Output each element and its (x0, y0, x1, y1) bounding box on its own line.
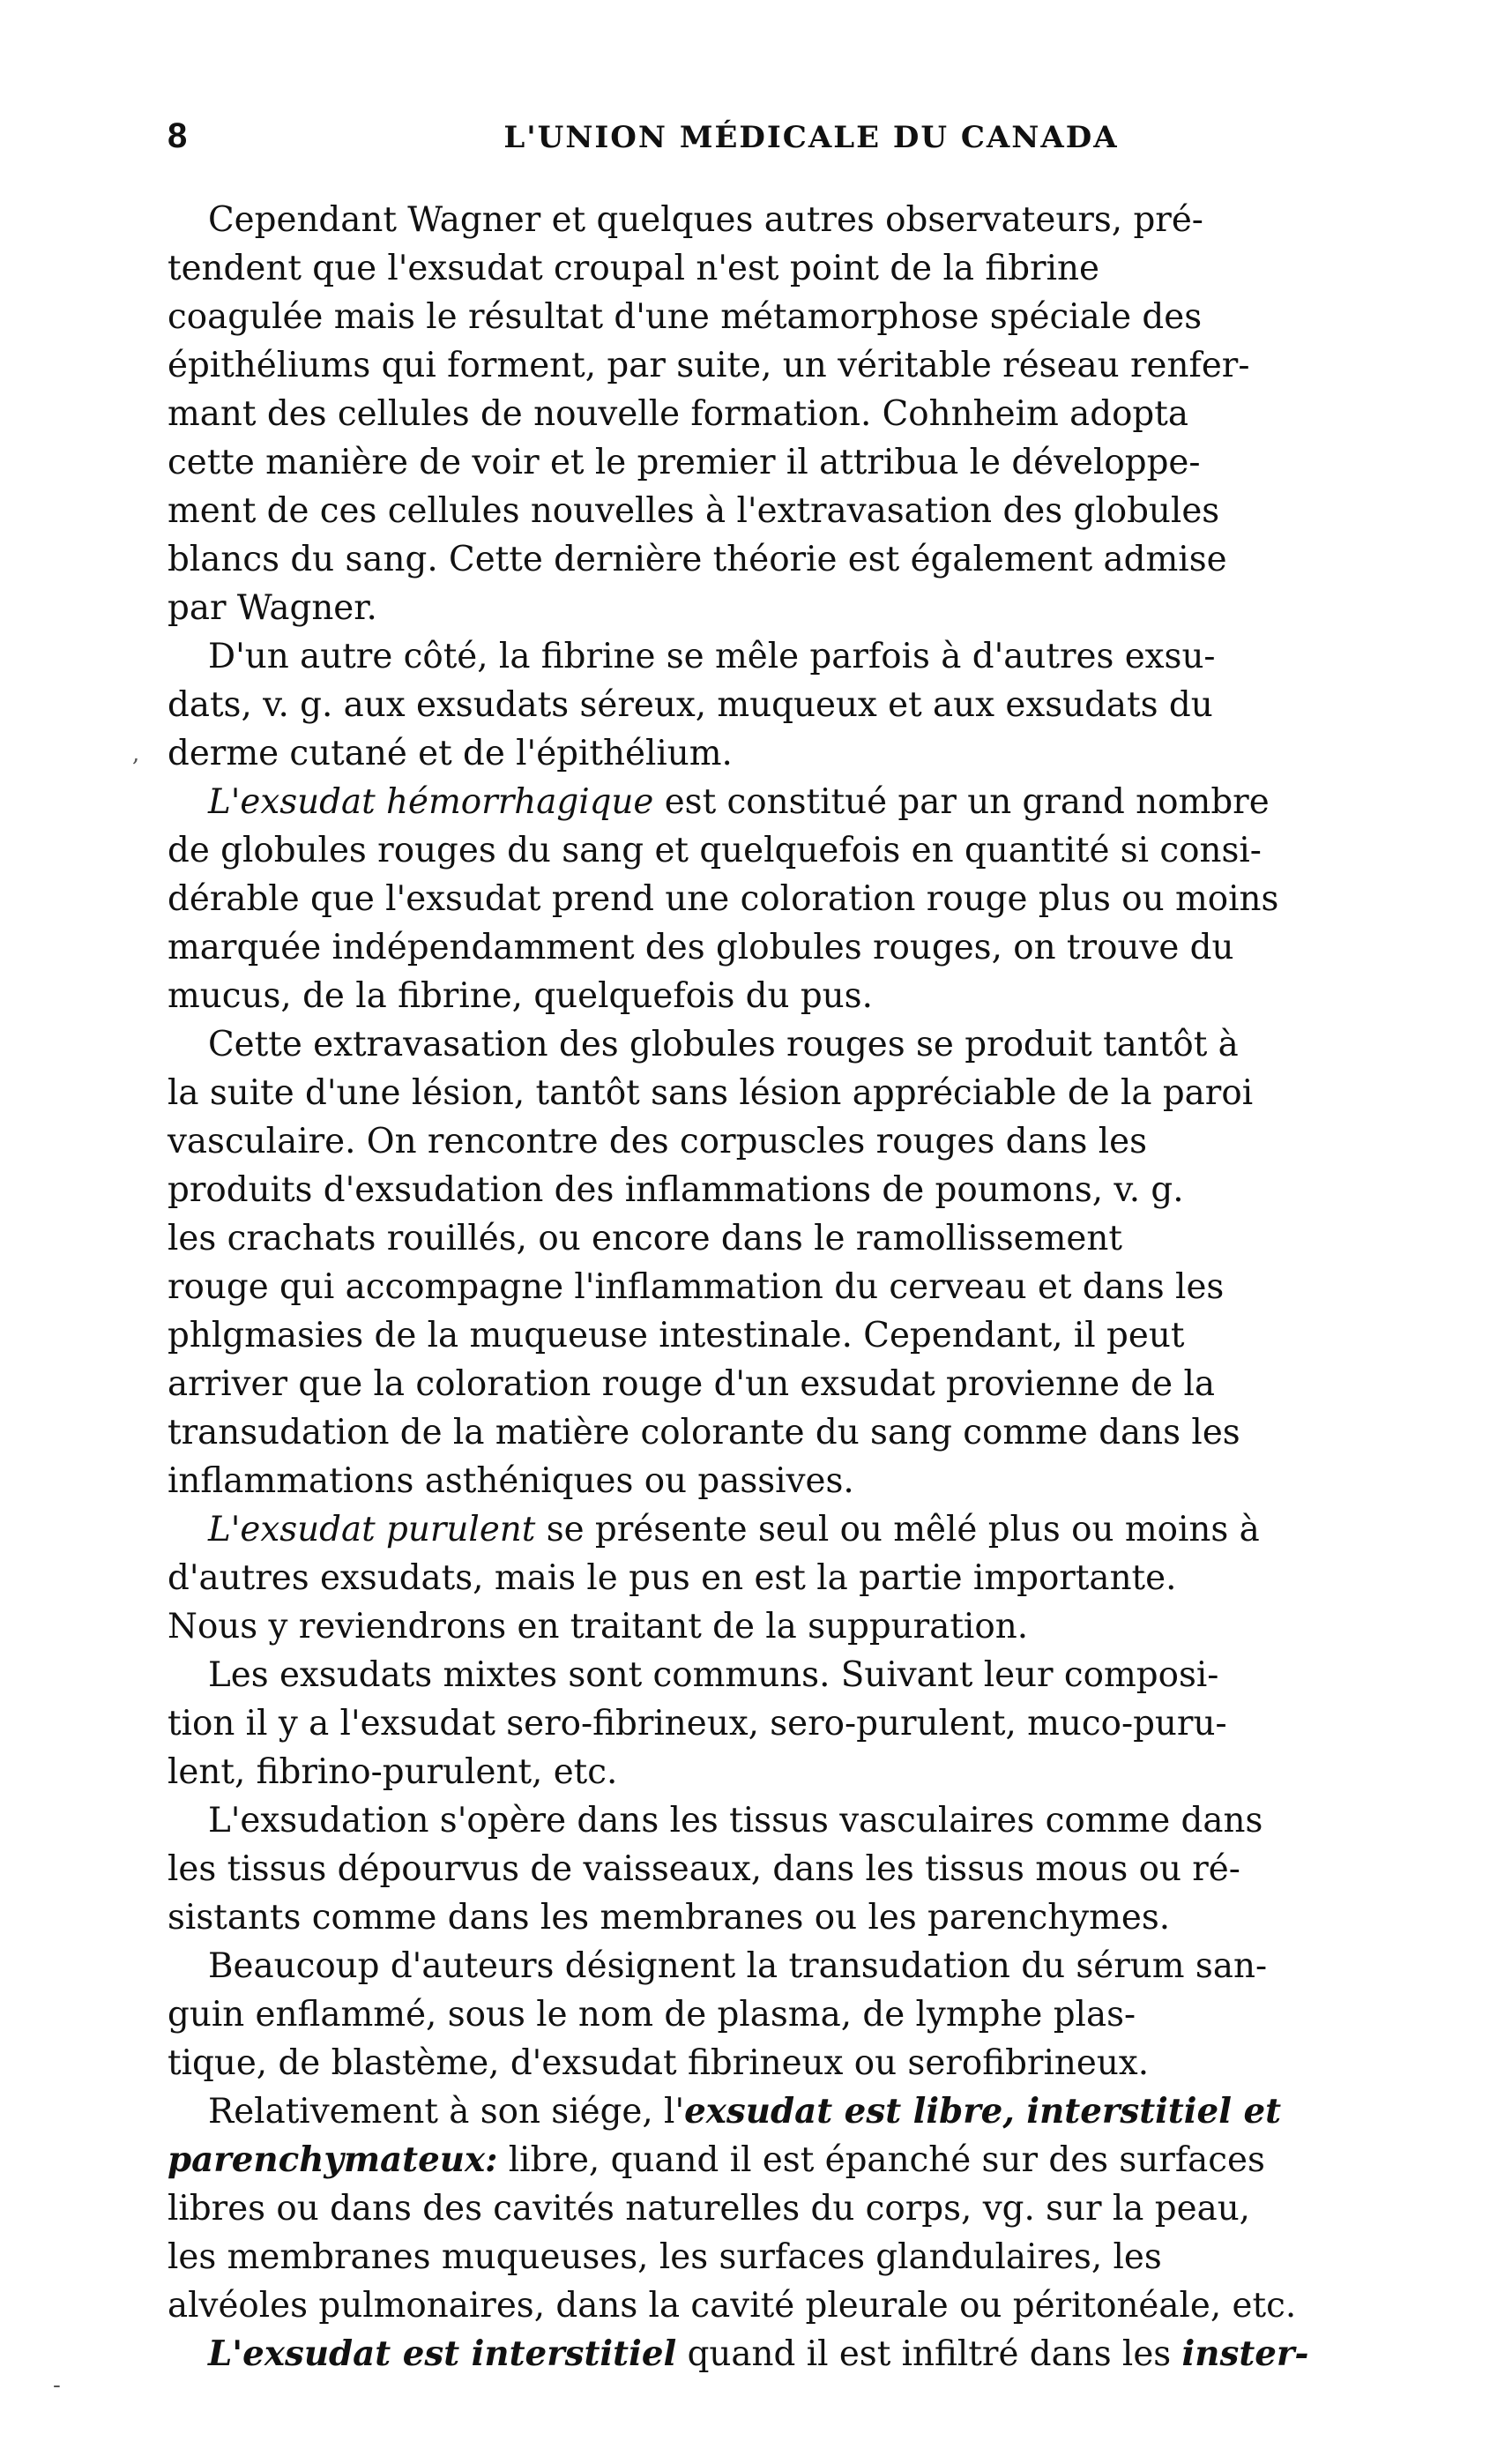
paragraph-extravasation (168, 1020, 1340, 1505)
text-line: Cette extravasation des globules rouges se produit tantôt à (208, 1025, 1239, 1064)
text-line: les membranes muqueuses, les surfaces glandulaires, les (168, 2237, 1162, 2277)
text-line: inflammations asthéniques ou passives. (168, 1461, 854, 1501)
text-line: par Wagner. (168, 588, 377, 628)
text-line: libres ou dans des cavités naturelles du corps, vg. sur la peau, (168, 2189, 1251, 2229)
text-line: vasculaire. On rencontre des corpuscles rouges dans les (168, 1122, 1148, 1161)
text-line: épithéliums qui forment, par suite, un véritable réseau renfer- (168, 346, 1250, 385)
term-exsudat-interstitiel: L'exsudat est interstitiel (208, 2334, 677, 2374)
text-line: se présente seul ou mêlé plus ou moins à (535, 1510, 1260, 1549)
text-line: mucus, de la fibrine, quelquefois du pus. (168, 976, 873, 1016)
text-fragment: Relativement à son siége, l' (208, 2092, 685, 2132)
text-line: marquée indépendamment des globules rouges, on trouve du (168, 928, 1234, 967)
text-line: d'autres exsudats, mais le pus en est la partie importante. (168, 1558, 1177, 1598)
text-line: les crachats rouillés, ou encore dans le ramollissement (168, 1219, 1122, 1258)
paragraph-fibrine (168, 632, 1340, 778)
page-number: 8 (168, 116, 188, 155)
paragraph-siege (168, 2087, 1340, 2330)
text-line: Les exsudats mixtes sont communs. Suivant leur composi- (208, 1655, 1219, 1695)
text-line: Beaucoup d'auteurs désignent la transudation du sérum san- (208, 1946, 1268, 1986)
page-header (168, 113, 1340, 166)
text-line: phlgmasies de la muqueuse intestinale. Cependant, il peut (168, 1316, 1185, 1355)
text-line: sistants comme dans les membranes ou les parenchymes. (168, 1898, 1171, 1938)
margin-mark: - (53, 2372, 61, 2399)
text-line: coagulée mais le résultat d'une métamorphose spéciale des (168, 297, 1203, 337)
text-fragment: libre, quand il est épanché sur des surfaces (497, 2140, 1265, 2180)
paragraph-transudation (168, 1942, 1340, 2087)
text-line: cette manière de voir et le premier il attribua le développe- (168, 443, 1201, 482)
text-line: tion il y a l'exsudat sero-fibrineux, sero-purulent, muco-puru- (168, 1704, 1227, 1743)
text-line: dérable que l'exsudat prend une coloration rouge plus ou moins (168, 879, 1279, 919)
text-line: rouge qui accompagne l'inflammation du cerveau et dans les (168, 1267, 1225, 1307)
text-line: transudation de la matière colorante du sang comme dans les (168, 1413, 1240, 1452)
text-line: guin enflammé, sous le nom de plasma, de lymphe plas- (168, 1995, 1136, 2035)
paragraph-exsudation-tissus (168, 1796, 1340, 1942)
paragraph-exsudat-interstitiel (168, 2330, 1340, 2378)
text-line: alvéoles pulmonaires, dans la cavité pleurale ou péritonéale, etc. (168, 2286, 1297, 2326)
paragraph-exsudat-hemorrhagique (168, 778, 1340, 1020)
text-line: Nous y reviendrons en traitant de la suppuration. (168, 1607, 1029, 1646)
text-line: blancs du sang. Cette dernière théorie est également admise (168, 540, 1227, 579)
text-fragment: quand il est infiltré dans les (676, 2334, 1182, 2374)
term-exsudat-libre: exsudat est libre, interstitiel et (684, 2092, 1282, 2132)
paragraph-exsudats-mixtes (168, 1651, 1340, 1796)
text-line: D'un autre côté, la fibrine se mêle parfois à d'autres exsu- (208, 637, 1216, 676)
text-line: les tissus dépourvus de vaisseaux, dans les tissus mous ou ré- (168, 1849, 1240, 1889)
margin-mark: , (132, 741, 140, 767)
term-inster: inster- (1181, 2334, 1309, 2374)
text-line: Cependant Wagner et quelques autres observateurs, pré- (208, 200, 1203, 240)
text-line: tendent que l'exsudat croupal n'est point de la fibrine (168, 249, 1099, 288)
running-title: L'UNION MÉDICALE DU CANADA (503, 120, 1119, 155)
text-line: L'exsudation s'opère dans les tissus vasculaires comme dans (208, 1801, 1263, 1840)
text-line: derme cutané et de l'épithélium. (168, 734, 733, 773)
text-line: la suite d'une lésion, tantôt sans lésion appréciable de la paroi (168, 1073, 1254, 1113)
text-line: mant des cellules de nouvelle formation. Cohnheim adopta (168, 394, 1188, 434)
text-line: lent, fibrino-purulent, etc. (168, 1752, 618, 1792)
term-exsudat-purulent: L'exsudat purulent (208, 1510, 536, 1549)
term-exsudat-hemorrhagique: L'exsudat hémorrhagique (208, 782, 654, 822)
paragraph-wagner (168, 196, 1340, 632)
text-line: ment de ces cellules nouvelles à l'extravasation des globules (168, 491, 1220, 531)
paragraph-exsudat-purulent (168, 1505, 1340, 1651)
body-text (168, 196, 1340, 2378)
text-line: est constitué par un grand nombre (653, 782, 1270, 822)
term-parenchymateux: parenchymateux: (168, 2140, 498, 2180)
text-line: arriver que la coloration rouge d'un exsudat provienne de la (168, 1364, 1215, 1404)
text-line: de globules rouges du sang et quelquefois en quantité si consi- (168, 831, 1262, 870)
text-line: tique, de blastème, d'exsudat fibrineux ou serofibrineux. (168, 2043, 1150, 2083)
text-line: dats, v. g. aux exsudats séreux, muqueux et aux exsudats du (168, 685, 1213, 725)
text-line: produits d'exsudation des inflammations de poumons, v. g. (168, 1170, 1184, 1210)
